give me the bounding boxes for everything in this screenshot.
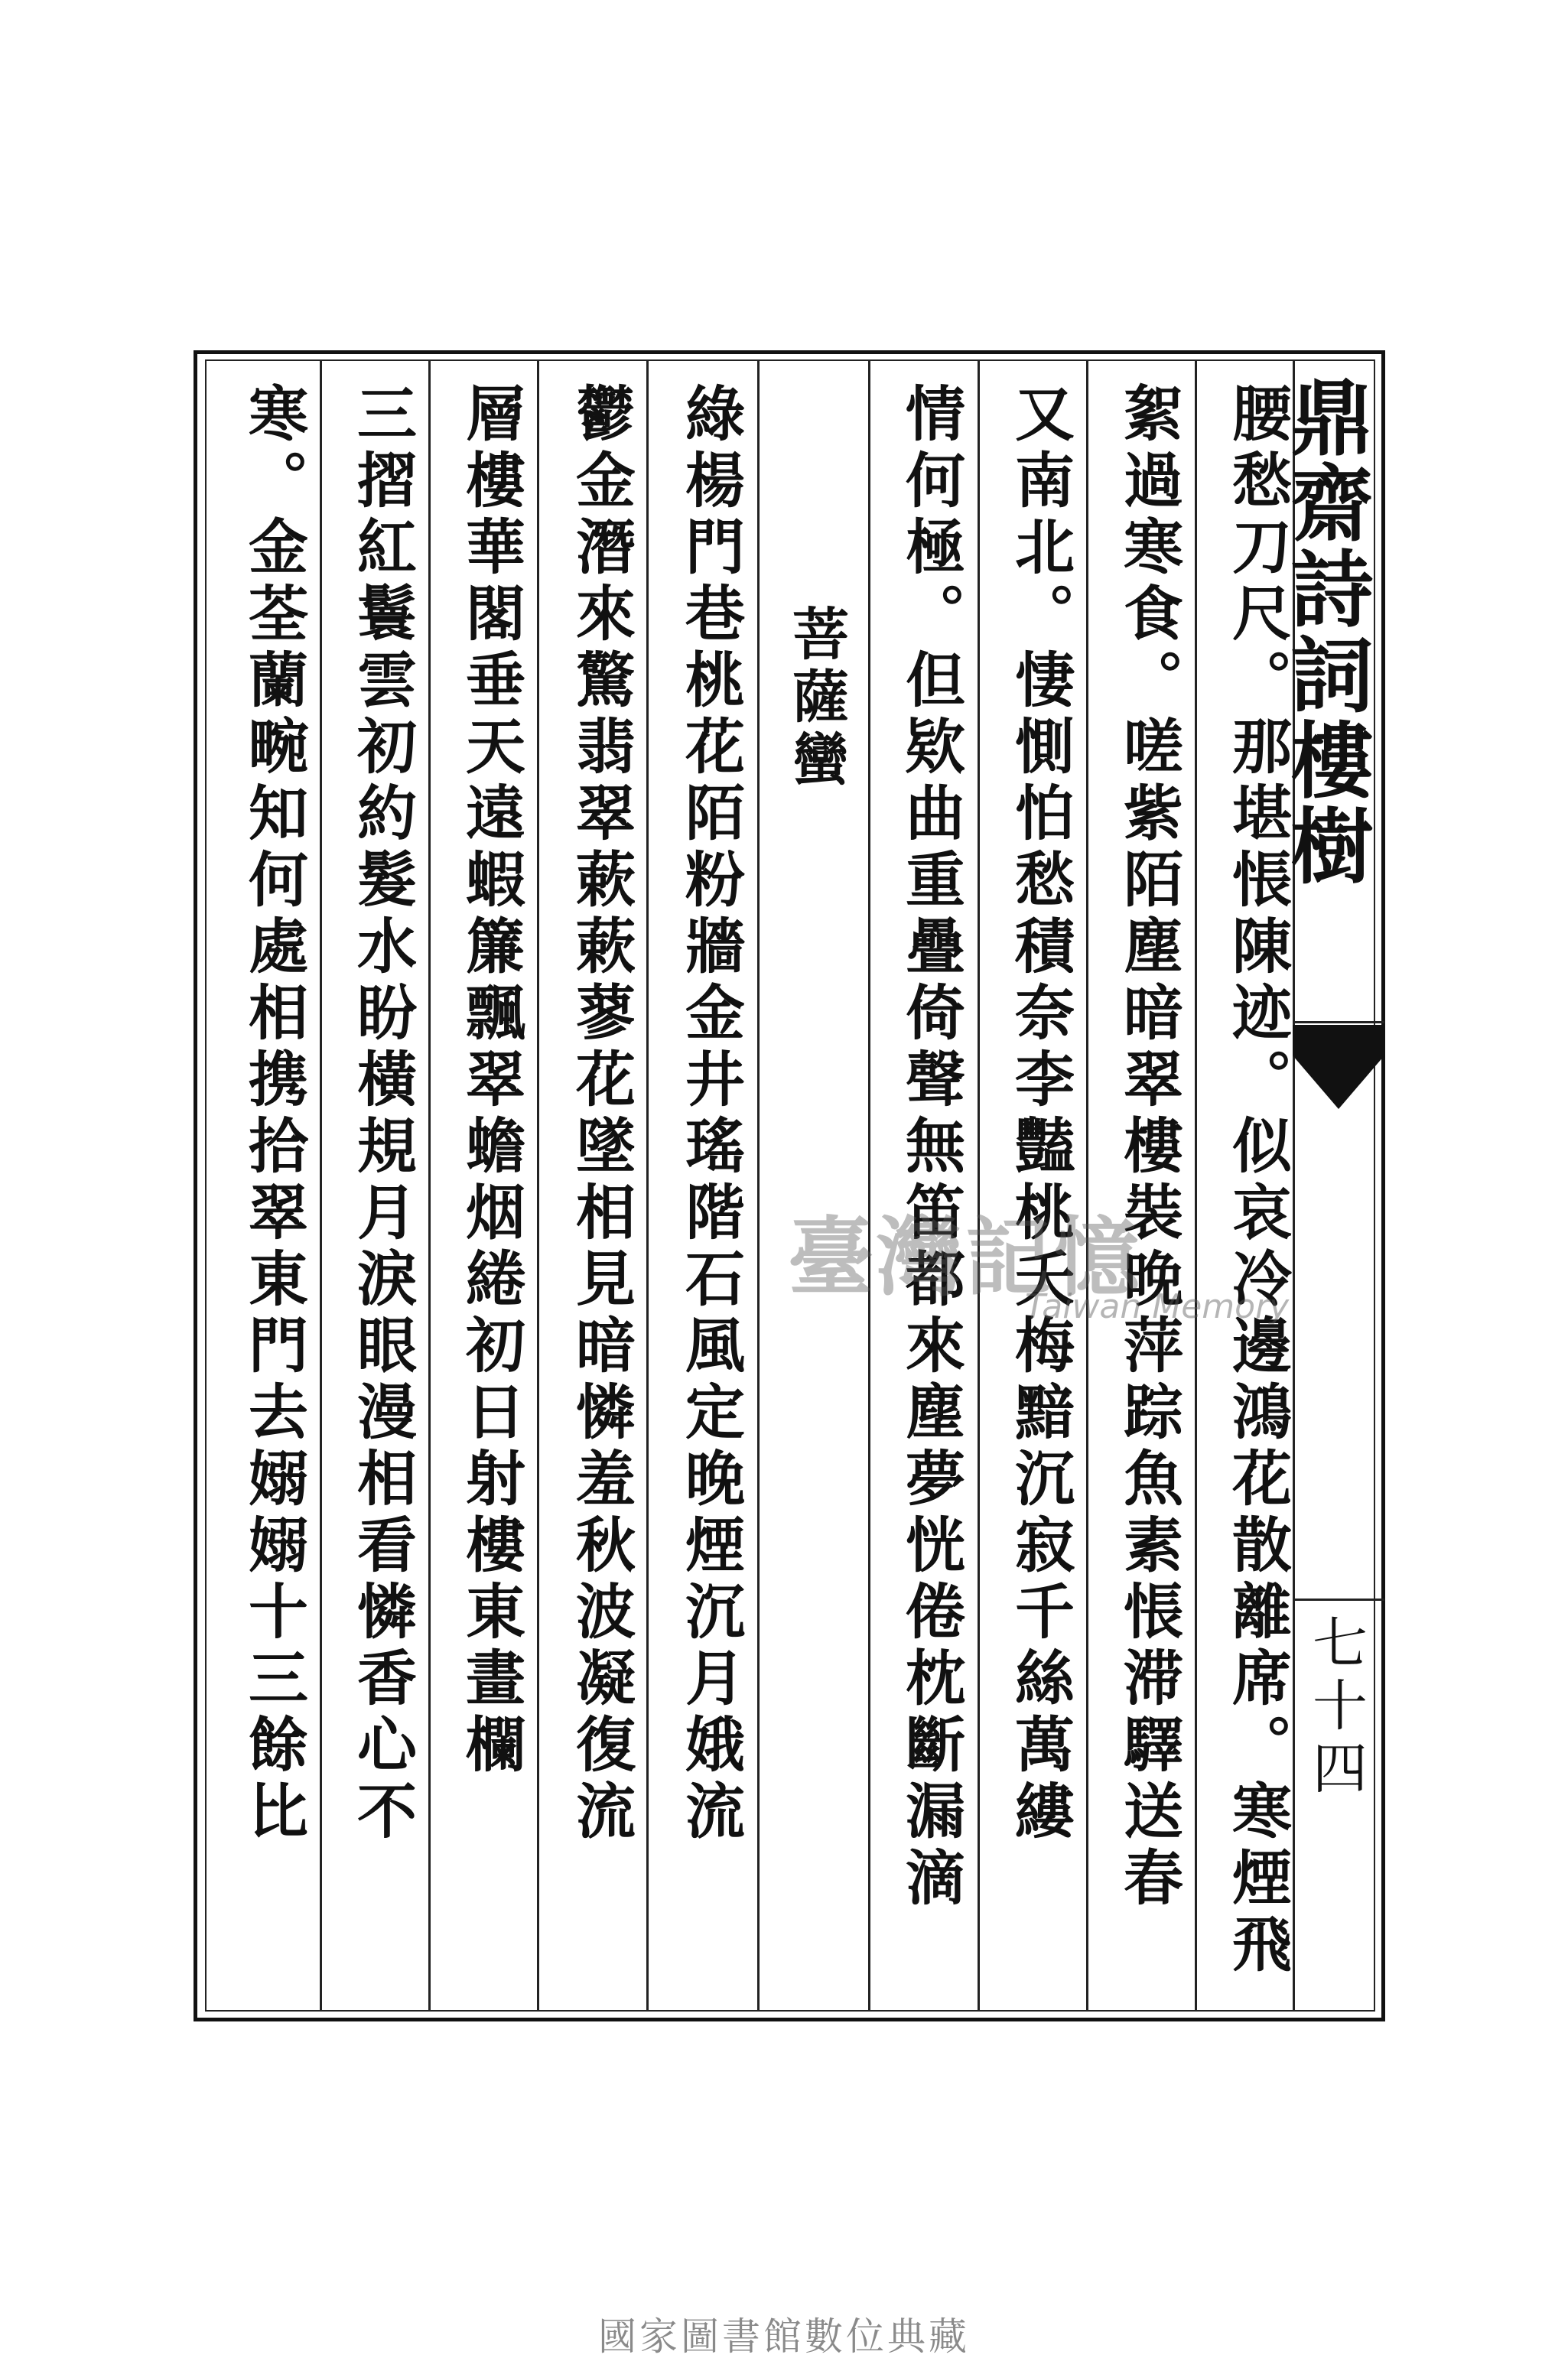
column-rule: [320, 361, 322, 2010]
text-column: 腰愁刀尺。那堪悵陳迹。似哀冷邊鴻花散離席。寒煙飛: [1222, 382, 1292, 1979]
text-column: 情何極。但欵曲重疊倚聲無笛都來塵夢恍倦枕斷漏滴: [896, 382, 965, 1913]
text-column: 又南北。悽惻怕愁積奈李豔桃夭梅黯沉寂千絲萬縷: [1005, 382, 1075, 1846]
page-number: 七十四: [1303, 1614, 1368, 1802]
watermark-chinese: 臺灣記憶: [788, 1208, 1143, 1308]
column-rule: [428, 361, 431, 2010]
column-rule: [537, 361, 539, 2010]
title-separator: [1293, 1021, 1384, 1023]
title-separator: [1293, 1599, 1384, 1601]
column-rule: [646, 361, 649, 2010]
text-column: 鬱金潛來驚翡翠蔌蔌蓼花墜相見暗憐羞秋波凝復流: [566, 382, 636, 1846]
tune-title: 菩薩蠻: [783, 604, 849, 792]
column-rule: [1195, 361, 1197, 2010]
text-column: 綠楊門巷桃花陌粉牆金井瑤階石風定晚煙沉月娥流: [675, 382, 745, 1846]
column-rule: [868, 361, 870, 2010]
text-column: 寒。金荃蘭畹知何處相携拾翠東門去嫋嫋十三餘比: [239, 382, 308, 1846]
text-column: 三摺紅鬟雲初約髮水盼橫規月淚眼漫相看憐香心不: [347, 382, 417, 1846]
column-rule: [978, 361, 980, 2010]
footer-credit: 國家圖書館數位典藏: [598, 2314, 970, 2359]
fish-tail-mark-icon: [1293, 1025, 1384, 1117]
text-column: 絮過寒食。嗟紫陌塵暗翠樓裝晚萍踪魚素悵滞驛送春: [1114, 382, 1183, 1913]
text-column: 層樓華閣垂天遠蝦簾飄翠蟾烟綣初日射樓東畫欄: [456, 382, 525, 1780]
watermark-english: Taiwan Memory: [1025, 1287, 1290, 1326]
page-title: 鼎齋詩詞樓樹: [1277, 375, 1373, 889]
column-rule: [757, 361, 760, 2010]
column-rule: [1086, 361, 1088, 2010]
